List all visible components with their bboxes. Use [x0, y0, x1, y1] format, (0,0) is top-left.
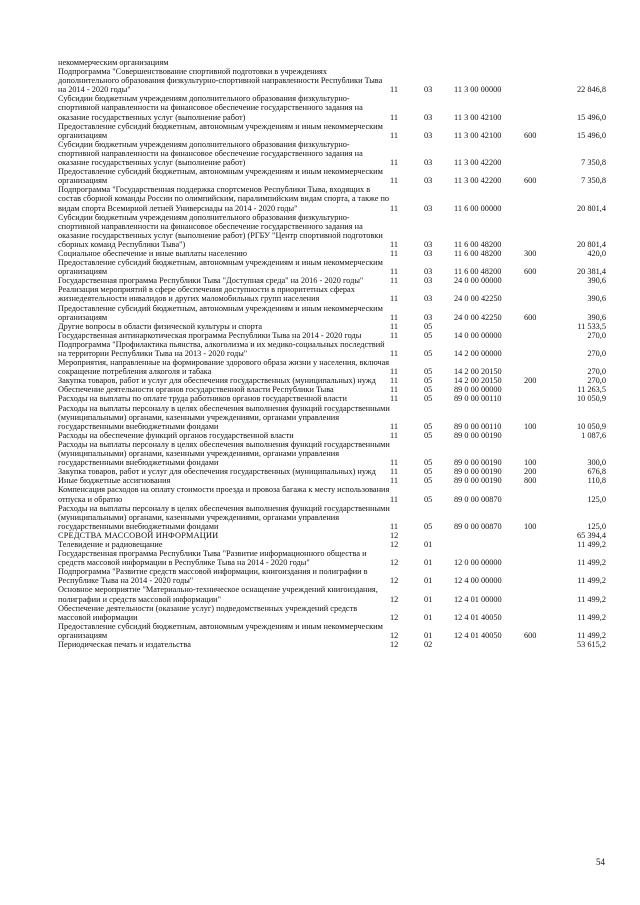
target-article-code: 14 0 00 00000: [454, 330, 502, 340]
budget-row: [58, 185, 606, 212]
expense-name: Государственная программа Республики Тыва "Развитие информационного общества и средств массовой информации в Республике Тыва на 2014 - 2020 годы": [58, 549, 367, 568]
expense-type-code: [524, 485, 550, 503]
expense-name: Закупка товаров, работ и услуг для обеспечения государственных (муниципальных) нужд: [58, 376, 376, 386]
amount: 10 050,9: [576, 394, 606, 404]
section-code: 12: [390, 576, 399, 586]
amount: 1 087,6: [581, 430, 606, 440]
amount: 20 381,4: [576, 267, 606, 277]
expense-type-code: [524, 604, 550, 622]
expense-type-code: 600: [524, 176, 537, 186]
budget-row: [58, 485, 606, 503]
budget-row: [58, 549, 606, 567]
target-article-code: 11 3 00 42200: [454, 158, 502, 168]
budget-row: [58, 122, 606, 140]
subsection-code: 01: [424, 630, 433, 640]
target-article-code: 11 3 00 42200: [454, 176, 502, 186]
expense-type-code: 100: [524, 521, 537, 531]
expense-name: Другие вопросы в области физической культуры и спорта: [58, 321, 263, 331]
target-article-code: 89 0 00 00870: [454, 494, 502, 504]
target-article-code: 14 2 00 00000: [454, 349, 502, 358]
expense-name: Расходы на выплаты персоналу в целях обеспечения выполнения функций государственными (муниципальными) органами, казенными учреждениями, органами управления государственными внебюджетными фондами: [58, 503, 390, 531]
expense-name: Предоставление субсидий бюджетным, автономным учреждениям и иным некоммерческим организациям: [58, 167, 383, 186]
target-article-code: [454, 531, 524, 540]
section-code: [390, 58, 424, 67]
budget-row: [58, 249, 606, 258]
amount: 110,8: [587, 476, 606, 486]
subsection-code: 05: [424, 376, 433, 386]
expense-name: Телевидение и радиовещание: [58, 539, 163, 549]
subsection-code: 05: [424, 521, 433, 531]
section-code: 11: [390, 203, 398, 213]
subsection-code: 05: [424, 349, 433, 358]
target-article-code: 14 2 00 20150: [454, 367, 502, 377]
expense-name: Подпрограмма "Развитие средств массовой информации, книгоиздания и полиграфии в Республике Тыва на 2014 - 2020 годы": [58, 567, 368, 586]
expense-type-code: [524, 322, 550, 331]
expense-name: Расходы на выплаты по оплате труда работников органов государственной власти: [58, 394, 348, 404]
target-article-code: 89 0 00 00190: [454, 430, 502, 440]
subsection-code: 01: [424, 558, 433, 568]
subsection-code: 02: [424, 640, 433, 649]
target-article-code: 89 0 00 00190: [454, 458, 502, 468]
expense-name: Субсидии бюджетным учреждениям дополнительного образования физкультурно-спортивной направленности на финансовое обеспечение государственного задания на оказание государственных услуг (выполнение работ) (РГБУ "Центр спортивной подготовки сборных команд Республики Тыва"): [58, 212, 383, 249]
expense-name: Подпрограмма "Совершенствование спортивной подготовки в учреждениях дополнительного образования физкультурно-спортивной направленности Республики Тыва на 2014 - 2020 годы": [58, 67, 383, 95]
target-article-code: [454, 322, 524, 331]
target-article-code: 24 0 00 42250: [454, 294, 502, 304]
expense-type-code: 600: [524, 267, 537, 277]
budget-row: [58, 585, 606, 603]
budget-row: [58, 440, 606, 467]
expense-type-code: 200: [524, 376, 537, 386]
section-code: 11: [390, 430, 398, 440]
budget-row: [58, 376, 606, 385]
amount: 15 496,0: [576, 112, 606, 122]
subsection-code: 03: [424, 267, 433, 277]
target-article-code: 12 4 00 00000: [454, 576, 502, 586]
target-article-code: 11 6 00 00000: [454, 203, 502, 213]
subsection-code: 01: [424, 576, 433, 586]
budget-table-body: [58, 58, 606, 649]
expense-type-code: 100: [524, 458, 537, 468]
budget-row: [58, 476, 606, 485]
expense-name: Предоставление субсидий бюджетным, автономным учреждениям и иным некоммерческим организациям: [58, 121, 383, 140]
subsection-code: 05: [424, 494, 433, 504]
section-code: 12: [390, 558, 399, 568]
amount: 15 496,0: [576, 130, 606, 140]
amount: 270,0: [587, 330, 606, 340]
expense-type-code: [524, 285, 550, 303]
subsection-code: 03: [424, 112, 433, 122]
section-code: 11: [390, 267, 398, 277]
expense-name: Компенсация расходов на оплату стоимости проезда и провоза багажа к месту использования отпуска и обратно: [58, 485, 390, 504]
amount: 20 801,4: [576, 203, 606, 213]
target-article-code: 12 0 00 00000: [454, 558, 502, 568]
expense-type-code: [524, 358, 550, 376]
amount: 11 499,2: [577, 594, 606, 604]
amount: 676,8: [587, 467, 606, 477]
target-article-code: 11 6 00 48200: [454, 267, 502, 277]
expense-name: Предоставление субсидий бюджетным, автономным учреждениям и иным некоммерческим организациям: [58, 621, 383, 640]
expense-type-code: 100: [524, 421, 537, 431]
expense-type-code: [524, 431, 550, 440]
subsection-code: 05: [424, 430, 433, 440]
expense-type-code: [524, 67, 550, 94]
expense-type-code: [524, 140, 550, 167]
subsection-code: 05: [424, 458, 433, 468]
expense-name: Государственная программа Республики Тыва "Доступная среда" на 2016 - 2020 годы": [58, 276, 364, 286]
budget-row: [58, 540, 606, 549]
section-code: 11: [390, 385, 398, 395]
budget-row: [58, 331, 606, 340]
subsection-code: 03: [424, 203, 433, 213]
amount: 22 846,8: [576, 85, 606, 95]
budget-row: [58, 258, 606, 276]
amount: 53 615,2: [576, 640, 606, 649]
section-code: 11: [390, 112, 398, 122]
subsection-code: 05: [424, 385, 433, 395]
budget-row: [58, 140, 606, 167]
budget-row: [58, 322, 606, 331]
target-article-code: 12 4 01 40050: [454, 630, 502, 640]
expense-type-code: [524, 531, 550, 540]
amount: [550, 58, 606, 67]
expense-type-code: [524, 340, 550, 358]
budget-row: [58, 404, 606, 431]
amount: 7 350,8: [581, 158, 606, 168]
expense-name: Мероприятия, направленные на формирование здорового образа жизни у населения, включая сокращение потребления алкоголя и табака: [58, 358, 390, 377]
section-code: 12: [390, 630, 399, 640]
section-code: 11: [390, 458, 398, 468]
subsection-code: 05: [424, 394, 433, 404]
subsection-code: 03: [424, 176, 433, 186]
expense-name: Расходы на обеспечение функций органов государственной власти: [58, 430, 294, 440]
expense-name: Реализация мероприятий в сфере обеспечения доступности в приоритетных сферах жизнедеятельности инвалидов и других маломобильных групп населения: [58, 285, 355, 304]
target-article-code: 11 3 00 42100: [454, 112, 502, 122]
expense-type-code: [524, 94, 550, 121]
subsection-code: [424, 58, 454, 67]
expense-name: СРЕДСТВА МАССОВОЙ ИНФОРМАЦИИ: [58, 530, 219, 540]
expense-type-code: 600: [524, 130, 537, 140]
target-article-code: 24 0 00 00000: [454, 276, 502, 286]
amount: 390,6: [587, 294, 606, 304]
section-code: 11: [390, 158, 398, 168]
budget-row: [58, 531, 606, 540]
budget-row: [58, 604, 606, 622]
subsection-code: [424, 531, 454, 540]
amount: 20 801,4: [576, 239, 606, 249]
expense-name: Расходы на выплаты персоналу в целях обеспечения выполнения функций государственными (муниципальными) органами, казенными учреждениями, органами управления государственными внебюджетными фондами: [58, 439, 390, 468]
target-article-code: 89 0 00 00110: [454, 421, 502, 431]
subsection-code: 03: [424, 158, 433, 168]
section-code: 11: [390, 85, 398, 95]
section-code: 12: [390, 594, 399, 604]
target-article-code: 11 6 00 48200: [454, 248, 502, 258]
amount: 270,0: [587, 367, 606, 377]
section-code: 11: [390, 521, 398, 531]
budget-row: [58, 622, 606, 640]
target-article-code: 12 4 01 40050: [454, 612, 502, 622]
page-number: 54: [596, 857, 605, 867]
subsection-code: 03: [424, 248, 433, 258]
subsection-code: 01: [424, 594, 433, 604]
section-code: 11: [390, 130, 398, 140]
budget-row: [58, 640, 606, 649]
amount: 300,0: [587, 458, 606, 468]
target-article-code: 89 0 00 00870: [454, 521, 502, 531]
expense-name: некоммерческим организациям: [58, 58, 169, 67]
budget-row: [58, 567, 606, 585]
expense-name: Подпрограмма "Профилактика пьянства, алкоголизма и их медико-социальных последствий на территории Республики Тыва на 2013 - 2020 годы": [58, 339, 385, 358]
expense-type-code: [524, 549, 550, 567]
subsection-code: 05: [424, 421, 433, 431]
section-code: 11: [390, 239, 398, 249]
target-article-code: 89 0 00 00190: [454, 467, 502, 477]
subsection-code: 05: [424, 367, 433, 377]
target-article-code: [454, 640, 524, 649]
expense-name: Расходы на выплаты персоналу в целях обеспечения выполнения функций государственными (муниципальными) органами, казенными учреждениями, органами управления государственными внебюджетными фондами: [58, 403, 390, 431]
expense-type-code: [524, 185, 550, 212]
expense-name: Подпрограмма "Государственная поддержка спортсменов Республики Тыва, входящих в состав сборной команды России по олимпийским, паралимпийским видам спорта, а также по видам спорта Всемирной летней Универсиады на 2014 - 2020 годы": [58, 185, 390, 213]
expense-name: Предоставление субсидий бюджетным, автономным учреждениям и иным некоммерческим организациям: [58, 258, 383, 277]
subsection-code: 01: [424, 539, 433, 549]
target-article-code: 89 0 00 00190: [454, 476, 502, 486]
expense-name: Обеспечение деятельности (оказание услуг) подведомственных учреждений средств массовой информации: [58, 603, 358, 622]
amount: 270,0: [587, 349, 606, 358]
target-article-code: 12 4 01 00000: [454, 594, 502, 604]
section-code: 12: [390, 640, 399, 649]
budget-table: [58, 58, 606, 649]
section-code: 12: [390, 530, 399, 540]
budget-row: [58, 304, 606, 322]
budget-row: [58, 285, 606, 303]
expense-name: Основное мероприятие "Материально-техническое оснащение учреждений книгоиздания, полиграфии и средств массовой информации": [58, 585, 378, 604]
amount: 125,0: [587, 494, 606, 504]
target-article-code: 11 6 00 48200: [454, 239, 502, 249]
section-code: 11: [390, 276, 398, 286]
expense-name: Обеспечение деятельности органов государственной власти Республики Тыва: [58, 385, 334, 395]
expense-type-code: [524, 640, 550, 649]
amount: 7 350,8: [581, 176, 606, 186]
expense-type-code: [524, 213, 550, 249]
budget-row: [58, 276, 606, 285]
subsection-code: 03: [424, 312, 433, 322]
section-code: 11: [390, 248, 398, 258]
amount: 65 394,4: [576, 530, 606, 540]
subsection-code: 03: [424, 276, 433, 286]
amount: 11 533,5: [577, 321, 606, 331]
subsection-code: 05: [424, 321, 433, 331]
subsection-code: 05: [424, 330, 433, 340]
subsection-code: 01: [424, 612, 433, 622]
amount: 10 050,9: [576, 421, 606, 431]
expense-type-code: [524, 540, 550, 549]
amount: 270,0: [587, 376, 606, 386]
target-article-code: [454, 58, 524, 67]
expense-type-code: 600: [524, 312, 537, 322]
section-code: 11: [390, 394, 398, 404]
subsection-code: 05: [424, 467, 433, 477]
expense-name: Периодическая печать и издательства: [58, 640, 191, 649]
budget-row: [58, 67, 606, 94]
budget-row: [58, 467, 606, 476]
section-code: 11: [390, 294, 398, 304]
section-code: 11: [390, 467, 398, 477]
target-article-code: 89 0 00 00110: [454, 394, 502, 404]
subsection-code: 03: [424, 130, 433, 140]
expense-type-code: 800: [524, 476, 537, 486]
budget-row: [58, 431, 606, 440]
section-code: 11: [390, 421, 398, 431]
amount: 125,0: [587, 521, 606, 531]
amount: 390,6: [587, 276, 606, 286]
amount: 390,6: [587, 312, 606, 322]
section-code: 11: [390, 312, 398, 322]
amount: 11 499,2: [577, 539, 606, 549]
target-article-code: 89 0 00 00000: [454, 385, 502, 395]
expense-type-code: [524, 276, 550, 285]
section-code: 11: [390, 367, 398, 377]
expense-name: Закупка товаров, работ и услуг для обеспечения государственных (муниципальных) нужд: [58, 467, 376, 477]
section-code: 11: [390, 330, 398, 340]
section-code: 11: [390, 476, 398, 486]
expense-name: Предоставление субсидий бюджетным, автономным учреждениям и иным некоммерческим организациям: [58, 303, 383, 322]
amount: 11 499,2: [577, 612, 606, 622]
section-code: 12: [390, 612, 399, 622]
expense-type-code: [524, 58, 550, 67]
target-article-code: [454, 540, 524, 549]
section-code: 11: [390, 321, 398, 331]
amount: 420,0: [587, 248, 606, 258]
expense-type-code: 300: [524, 248, 537, 258]
budget-row: [58, 340, 606, 358]
budget-row: [58, 394, 606, 403]
expense-name: Государственная антинаркотическая программа Республики Тыва на 2014 - 2020 годы: [58, 330, 362, 340]
budget-row: [58, 58, 606, 67]
expense-name: Иные бюджетные ассигнования: [58, 476, 171, 486]
amount: 11 499,2: [577, 630, 606, 640]
subsection-code: 05: [424, 476, 433, 486]
target-article-code: 14 2 00 20150: [454, 376, 502, 386]
budget-row: [58, 385, 606, 394]
budget-row: [58, 94, 606, 121]
target-article-code: 11 3 00 00000: [454, 85, 502, 95]
target-article-code: 24 0 00 42250: [454, 312, 502, 322]
subsection-code: 03: [424, 85, 433, 95]
expense-type-code: [524, 385, 550, 394]
expense-type-code: [524, 394, 550, 403]
section-code: 11: [390, 176, 398, 186]
subsection-code: 03: [424, 294, 433, 304]
section-code: 11: [390, 376, 398, 386]
budget-row: [58, 358, 606, 376]
amount: 11 499,2: [577, 576, 606, 586]
expense-name: Субсидии бюджетным учреждениям дополнительного образования физкультурно-спортивной направленности на финансовое обеспечение государственного задания на оказание государственных услуг (выполнение работ): [58, 94, 363, 122]
budget-row: [58, 213, 606, 249]
section-code: 11: [390, 349, 398, 358]
section-code: 11: [390, 494, 398, 504]
expense-name: Субсидии бюджетным учреждениям дополнительного образования физкультурно-спортивной направленности на финансовое обеспечение государственного задания на оказание государственных услуг (выполнение работ): [58, 139, 363, 168]
budget-row: [58, 167, 606, 185]
expense-type-code: [524, 567, 550, 585]
subsection-code: 03: [424, 239, 433, 249]
section-code: 12: [390, 539, 399, 549]
target-article-code: 11 3 00 42100: [454, 130, 502, 140]
expense-name: Социальное обеспечение и иные выплаты населению: [58, 248, 247, 258]
expense-type-code: [524, 331, 550, 340]
amount: 11 263,5: [577, 385, 606, 395]
budget-row: [58, 504, 606, 531]
amount: 11 499,2: [577, 558, 606, 568]
expense-type-code: 200: [524, 467, 537, 477]
expense-type-code: 600: [524, 630, 537, 640]
expense-type-code: [524, 585, 550, 603]
